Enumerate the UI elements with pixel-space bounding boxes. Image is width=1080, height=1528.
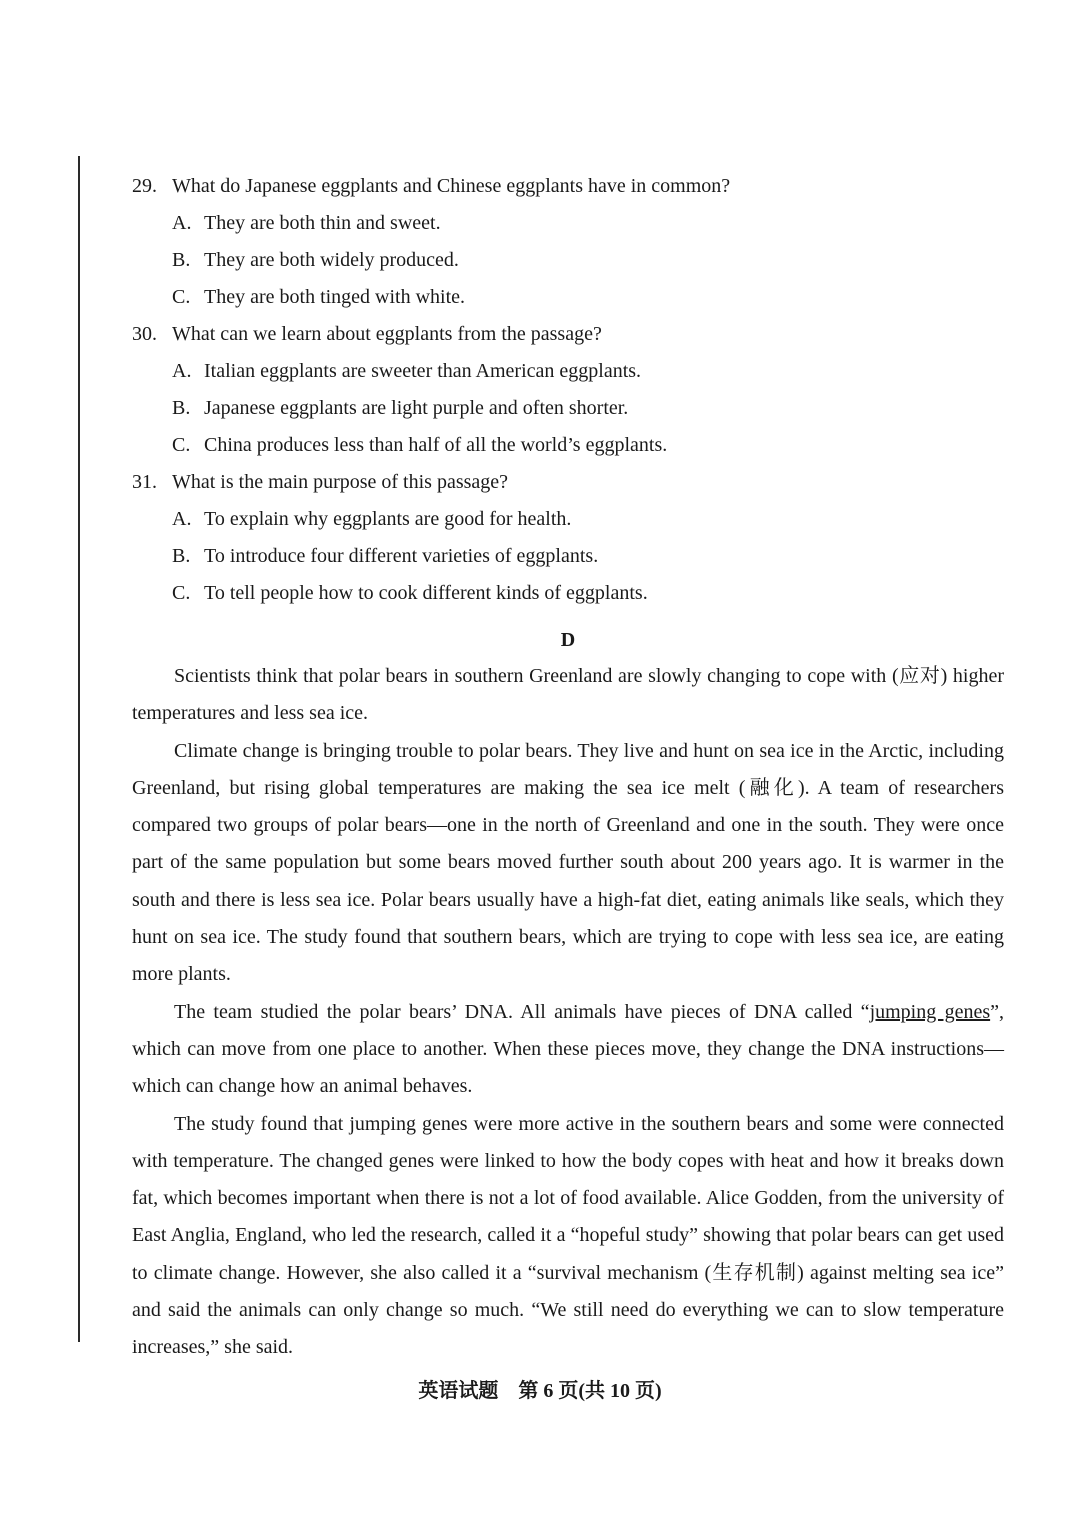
- option-c: [132, 575, 1012, 612]
- option-b: [132, 390, 1012, 427]
- question-29: [132, 168, 1012, 316]
- paragraph-text-after: ”, which can move from one place to another. When these pieces move, they change the DNA instructions—which can change how an animal behaves.: [132, 1000, 1004, 1098]
- option-c: [132, 427, 1012, 464]
- binding-margin-line: [78, 156, 80, 1342]
- question-text: What do Japanese eggplants and Chinese eggplants have in common?: [172, 175, 731, 197]
- option-text: To introduce four different varieties of eggplants.: [204, 545, 599, 567]
- passage-paragraph-3: [132, 994, 1004, 1106]
- option-letter: C.: [172, 434, 191, 456]
- passage-paragraph-2: Climate change is bringing trouble to polar bears. They live and hunt on sea ice in the Arctic, including Greenland, but rising global temperatures are making the sea ice melt (融化). A team of researchers compared two groups of polar bears—one in the north of Greenland and one in the south. They were once part of the same population but some bears moved further south about 200 years ago. It is warmer in the south and there is less sea ice. Polar bears usually have a high-fat diet, eating animals like seals, which they hunt on sea ice. The study found that southern bears, which are trying to cope with less sea ice, are eating more plants.: [132, 739, 1004, 986]
- option-b: [132, 538, 1012, 575]
- option-letter: A.: [172, 212, 192, 234]
- option-a: [132, 501, 1012, 538]
- option-letter: B.: [172, 249, 191, 271]
- option-text: They are both tinged with white.: [204, 286, 466, 308]
- question-30: [132, 316, 1012, 464]
- question-number: 31.: [132, 471, 157, 493]
- option-letter: B.: [172, 545, 191, 567]
- option-c: [132, 279, 1012, 316]
- question-text: What is the main purpose of this passage?: [172, 471, 509, 493]
- option-letter: C.: [172, 582, 191, 604]
- question-stem: [132, 464, 1012, 501]
- option-text: Japanese eggplants are light purple and often shorter.: [204, 397, 629, 419]
- question-text: What can we learn about eggplants from the passage?: [172, 323, 602, 345]
- option-text: China produces less than half of all the world’s eggplants.: [204, 434, 668, 456]
- section-title: D: [560, 629, 576, 651]
- passage-paragraph-4: The study found that jumping genes were more active in the southern bears and some were connected with temperature. The changed genes were linked to how the body copes with heat and how it breaks down fat, which becomes important when there is not a lot of food available. Alice Godden, from the university of East Anglia, England, who led the research, called it a “hopeful study” showing that polar bears can get used to climate change. However, she also called it a “survival mechanism (生存机制) against melting sea ice” and said the animals can only change so much. “We still need do everything we can to slow temperature increases,” she said.: [132, 1112, 1004, 1359]
- passage-paragraph-1: Scientists think that polar bears in southern Greenland are slowly changing to cope with (应对) higher temperatures and less sea ice.: [132, 665, 1004, 725]
- question-31: [132, 464, 1012, 612]
- option-text: Italian eggplants are sweeter than American eggplants.: [204, 360, 642, 382]
- paragraph-text-before: The team studied the polar bears’ DNA. All animals have pieces of DNA called “: [174, 1000, 870, 1023]
- option-text: They are both thin and sweet.: [204, 212, 441, 234]
- option-a: [132, 205, 1012, 242]
- option-text: To tell people how to cook different kinds of eggplants.: [204, 582, 648, 604]
- underlined-term: jumping genes: [869, 1000, 991, 1023]
- option-a: [132, 353, 1012, 390]
- question-stem: [132, 168, 1012, 205]
- option-letter: B.: [172, 397, 191, 419]
- question-number: 30.: [132, 323, 157, 345]
- question-number: 29.: [132, 175, 157, 197]
- reading-passage: [132, 658, 1004, 1367]
- option-letter: C.: [172, 286, 191, 308]
- page-footer: 英语试题 第 6 页(共 10 页): [418, 1380, 662, 1402]
- option-text: They are both widely produced.: [204, 249, 459, 271]
- option-letter: A.: [172, 508, 192, 530]
- option-text: To explain why eggplants are good for health.: [204, 508, 572, 530]
- option-letter: A.: [172, 360, 192, 382]
- option-b: [132, 242, 1012, 279]
- question-list: [132, 168, 1012, 612]
- question-stem: [132, 316, 1012, 353]
